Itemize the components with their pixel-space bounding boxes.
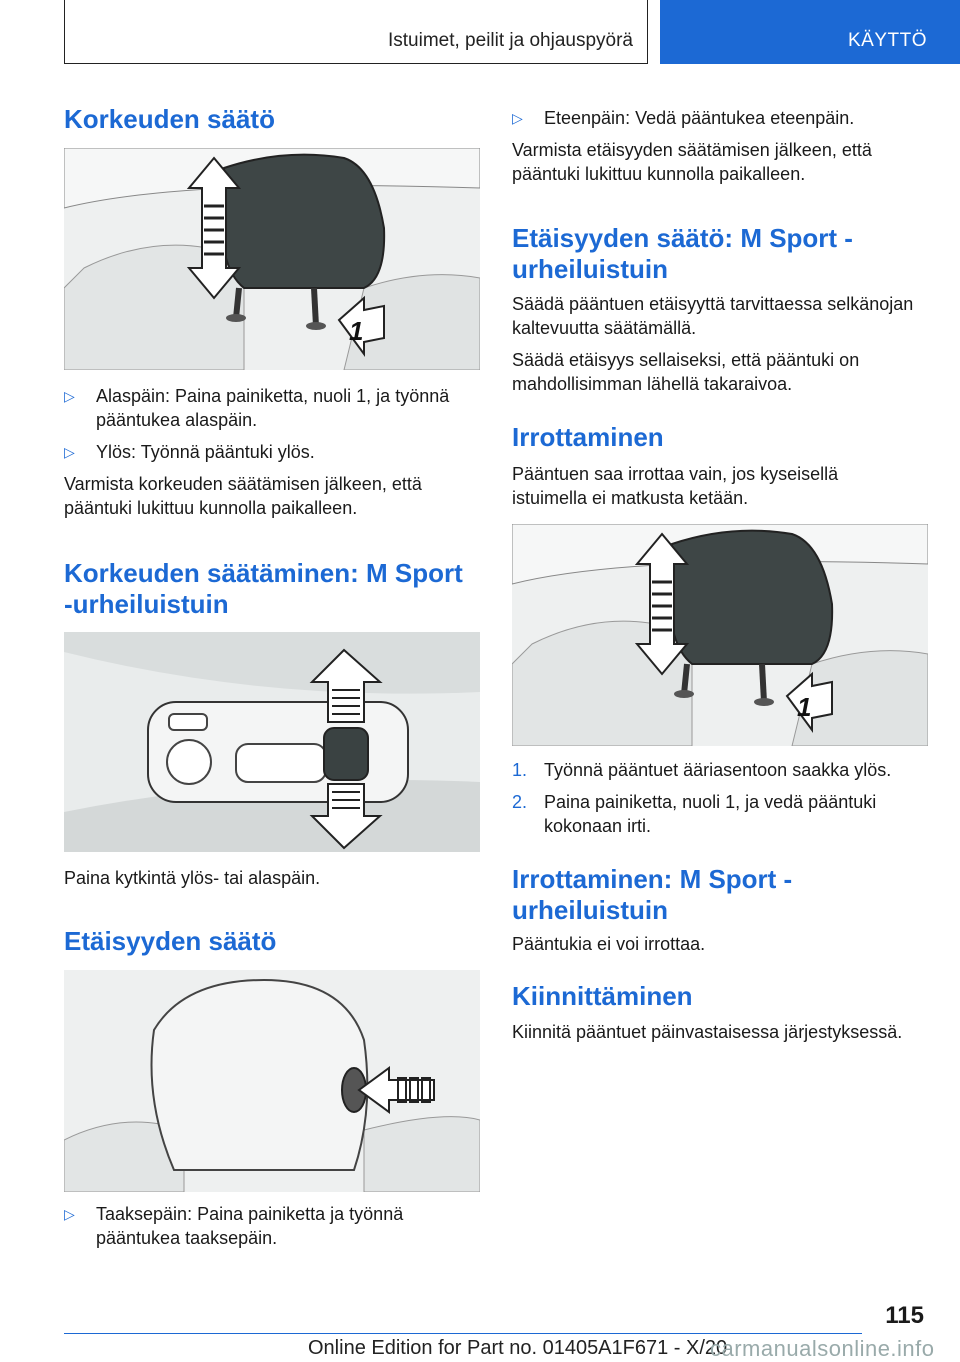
- paragraph: Varmista korkeuden säätämisen jälkeen, että pääntuki lukittuu kunnolla paikalleen.: [64, 474, 422, 518]
- heading-m-sport-height: Korkeuden säätäminen: M Sport -urheiluistuin: [64, 558, 463, 619]
- heading-m-sport-removal: Irrottaminen: M Sport -urheiluistuin: [512, 864, 793, 925]
- page-number: 115: [885, 1302, 924, 1329]
- paragraph: Säädä pääntuen etäisyyttä tarvittaessa selkänojan kaltevuutta säätämällä.: [512, 294, 914, 338]
- figure-label-1: 1: [797, 692, 812, 722]
- paragraph: Varmista etäisyyden säätämisen jälkeen, että pääntuki lukittuu kunnolla paikalleen.: [512, 140, 872, 184]
- triangle-bullet-icon: ▷: [64, 1206, 75, 1222]
- edition-info: Online Edition for Part no. 01405A1F671 - X/20: [308, 1337, 728, 1359]
- triangle-bullet-icon: ▷: [64, 388, 75, 404]
- figure-m-sport-switch: [64, 632, 480, 852]
- paragraph: Kiinnitä pääntuet päinvastaisessa järjestyksessä.: [512, 1022, 903, 1042]
- step-number: 2.: [512, 792, 528, 812]
- figure-headrest-distance: [64, 970, 480, 1192]
- triangle-bullet-icon: ▷: [512, 110, 523, 126]
- heading-height-adjustment: Korkeuden säätö: [64, 104, 275, 134]
- footer-divider: [64, 1333, 862, 1334]
- figure-headrest-height: [64, 148, 480, 370]
- section-title: Istuimet, peilit ja ohjauspyörä: [387, 30, 633, 51]
- chapter-tab: [660, 0, 960, 64]
- figure-headrest-removal: [512, 524, 928, 746]
- paragraph: Pääntuen saa irrottaa vain, jos kyseisellä istuimella ei matkusta ketään.: [512, 464, 839, 508]
- figure-label-1: 1: [349, 316, 364, 346]
- chapter-tab-label: KÄYTTÖ: [847, 30, 927, 51]
- header-frame: [64, 0, 648, 64]
- heading-m-sport-distance: Etäisyyden säätö: M Sport -urheiluistuin: [512, 223, 853, 284]
- heading-attachment: Kiinnittäminen: [512, 981, 693, 1011]
- paragraph: Pääntukia ei voi irrottaa.: [512, 934, 706, 954]
- paragraph: Säädä etäisyys sellaiseksi, että pääntuki on mahdollisimman lähellä takaraivoa.: [512, 350, 860, 394]
- watermark: carmanualsonline.info: [710, 1336, 935, 1361]
- triangle-bullet-icon: ▷: [64, 444, 75, 460]
- heading-removal: Irrottaminen: [512, 422, 664, 452]
- heading-distance-adjustment: Etäisyyden säätö: [64, 926, 277, 956]
- step-number: 1.: [512, 760, 528, 780]
- paragraph: Paina kytkintä ylös- tai alaspäin.: [64, 868, 321, 888]
